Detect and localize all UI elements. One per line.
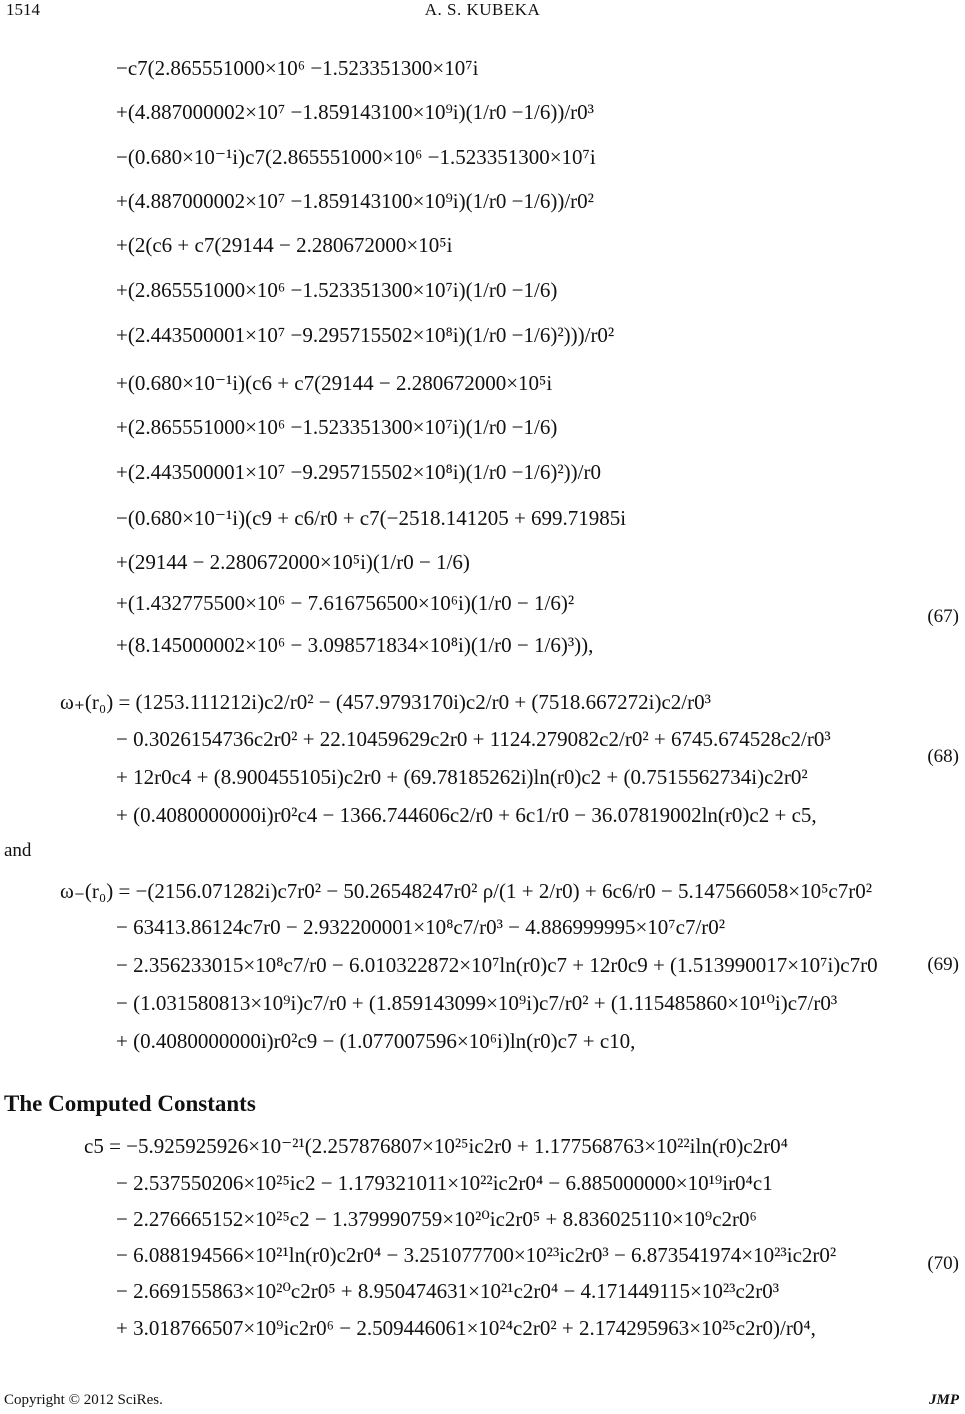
eq68-line-1: ω₊(r₀) = (1253.111212i)c2/r0² − (457.9793170i)c2/r0 + (7518.667272i)c2/r0³	[60, 690, 711, 714]
eq67-line-4: +(4.887000002×10⁷ −1.859143100×10⁹i)(1/r0 −1/6))/r0²	[116, 189, 594, 213]
equation-number-69: (69)	[927, 954, 959, 975]
eq69-line-3: − 2.356233015×10⁸c7/r0 − 6.010322872×10⁷ln(r0)c7 + 12r0c9 + (1.513990017×10⁷i)c7r0	[116, 953, 878, 977]
eq67-line-1: −c7(2.865551000×10⁶ −1.523351300×10⁷i	[116, 56, 479, 80]
copyright-text: Copyright © 2012 SciRes.	[4, 1392, 163, 1408]
journal-abbreviation: JMP	[929, 1392, 959, 1408]
eq67-line-2: +(4.887000002×10⁷ −1.859143100×10⁹i)(1/r0 −1/6))/r0³	[116, 100, 594, 124]
eq69-line-4: − (1.031580813×10⁹i)c7/r0 + (1.859143099×10⁹i)c7/r0² + (1.115485860×10¹⁰i)c7/r0³	[116, 991, 838, 1015]
eq67-line-7: +(2.443500001×10⁷ −9.295715502×10⁸i)(1/r0 −1/6)²)))/r0²	[116, 323, 615, 347]
eq70-line-4: − 6.088194566×10²¹ln(r0)c2r0⁴ − 3.251077700×10²³ic2r0³ − 6.873541974×10²³ic2r0²	[116, 1243, 837, 1267]
eq69-line-2: − 63413.86124c7r0 − 2.932200001×10⁸c7/r0³ − 4.886999995×10⁷c7/r0²	[116, 915, 726, 939]
eq67-line-11: −(0.680×10⁻¹i)(c9 + c6/r0 + c7(−2518.141205 + 699.71985i	[116, 506, 627, 530]
page-footer	[0, 1392, 965, 1414]
equation-number-67: (67)	[927, 606, 959, 627]
eq67-line-10: +(2.443500001×10⁷ −9.295715502×10⁸i)(1/r0 −1/6)²))/r0	[116, 460, 601, 484]
eq67-line-9: +(2.865551000×10⁶ −1.523351300×10⁷i)(1/r0 −1/6)	[116, 415, 558, 439]
eq68-line-4: + (0.4080000000i)r0²c4 − 1366.744606c2/r0 + 6c1/r0 − 36.07819002ln(r0)c2 + c5,	[116, 803, 817, 827]
eq70-line-2: − 2.537550206×10²⁵ic2 − 1.179321011×10²²ic2r0⁴ − 6.885000000×10¹⁹ir0⁴c1	[116, 1171, 773, 1195]
page-header	[0, 0, 965, 24]
eq68-line-2: − 0.3026154736c2r0² + 22.10459629c2r0 + 1124.279082c2/r0² + 6745.674528c2/r0³	[116, 727, 831, 751]
eq67-line-5: +(2(c6 + c7(29144 − 2.280672000×10⁵i	[116, 233, 453, 257]
running-head: A. S. KUBEKA	[424, 0, 541, 19]
eq67-line-13: +(1.432775500×10⁶ − 7.616756500×10⁶i)(1/r0 − 1/6)²	[116, 591, 575, 615]
eq67-line-8: +(0.680×10⁻¹i)(c6 + c7(29144 − 2.280672000×10⁵i	[116, 371, 553, 395]
eq69-line-5: + (0.4080000000i)r0²c9 − (1.077007596×10⁶i)ln(r0)c7 + c10,	[116, 1029, 636, 1053]
section-heading: The Computed Constants	[4, 1091, 256, 1116]
eq70-line-6: + 3.018766507×10⁹ic2r0⁶ − 2.509446061×10²⁴c2r0² + 2.174295963×10²⁵c2r0)/r0⁴,	[116, 1316, 816, 1340]
page-number: 1514	[6, 0, 40, 19]
eq67-line-14: +(8.145000002×10⁶ − 3.098571834×10⁸i)(1/r0 − 1/6)³)),	[116, 633, 594, 657]
eq67-line-6: +(2.865551000×10⁶ −1.523351300×10⁷i)(1/r0 −1/6)	[116, 278, 558, 302]
connective-text: and	[4, 840, 32, 861]
eq68-line-3: + 12r0c4 + (8.900455105i)c2r0 + (69.78185262i)ln(r0)c2 + (0.7515562734i)c2r0²	[116, 765, 808, 789]
equation-number-68: (68)	[927, 746, 959, 767]
eq70-line-3: − 2.276665152×10²⁵c2 − 1.379990759×10²⁰ic2r0⁵ + 8.836025110×10⁹c2r0⁶	[116, 1207, 757, 1231]
eq70-line-1: c5 = −5.925925926×10⁻²¹(2.257876807×10²⁵ic2r0 + 1.177568763×10²²iln(r0)c2r0⁴	[84, 1134, 788, 1158]
equation-number-70: (70)	[927, 1253, 959, 1274]
eq69-line-1: ω₋(r₀) = −(2156.071282i)c7r0² − 50.26548247r0² ρ/(1 + 2/r0) + 6c6/r0 − 5.147566058×10⁵c7r0²	[60, 879, 873, 903]
eq67-line-3: −(0.680×10⁻¹i)c7(2.865551000×10⁶ −1.523351300×10⁷i	[116, 145, 596, 169]
eq70-line-5: − 2.669155863×10²⁰c2r0⁵ + 8.950474631×10²¹c2r0⁴ − 4.171449115×10²³c2r0³	[116, 1279, 780, 1303]
eq67-line-12: +(29144 − 2.280672000×10⁵i)(1/r0 − 1/6)	[116, 550, 470, 574]
